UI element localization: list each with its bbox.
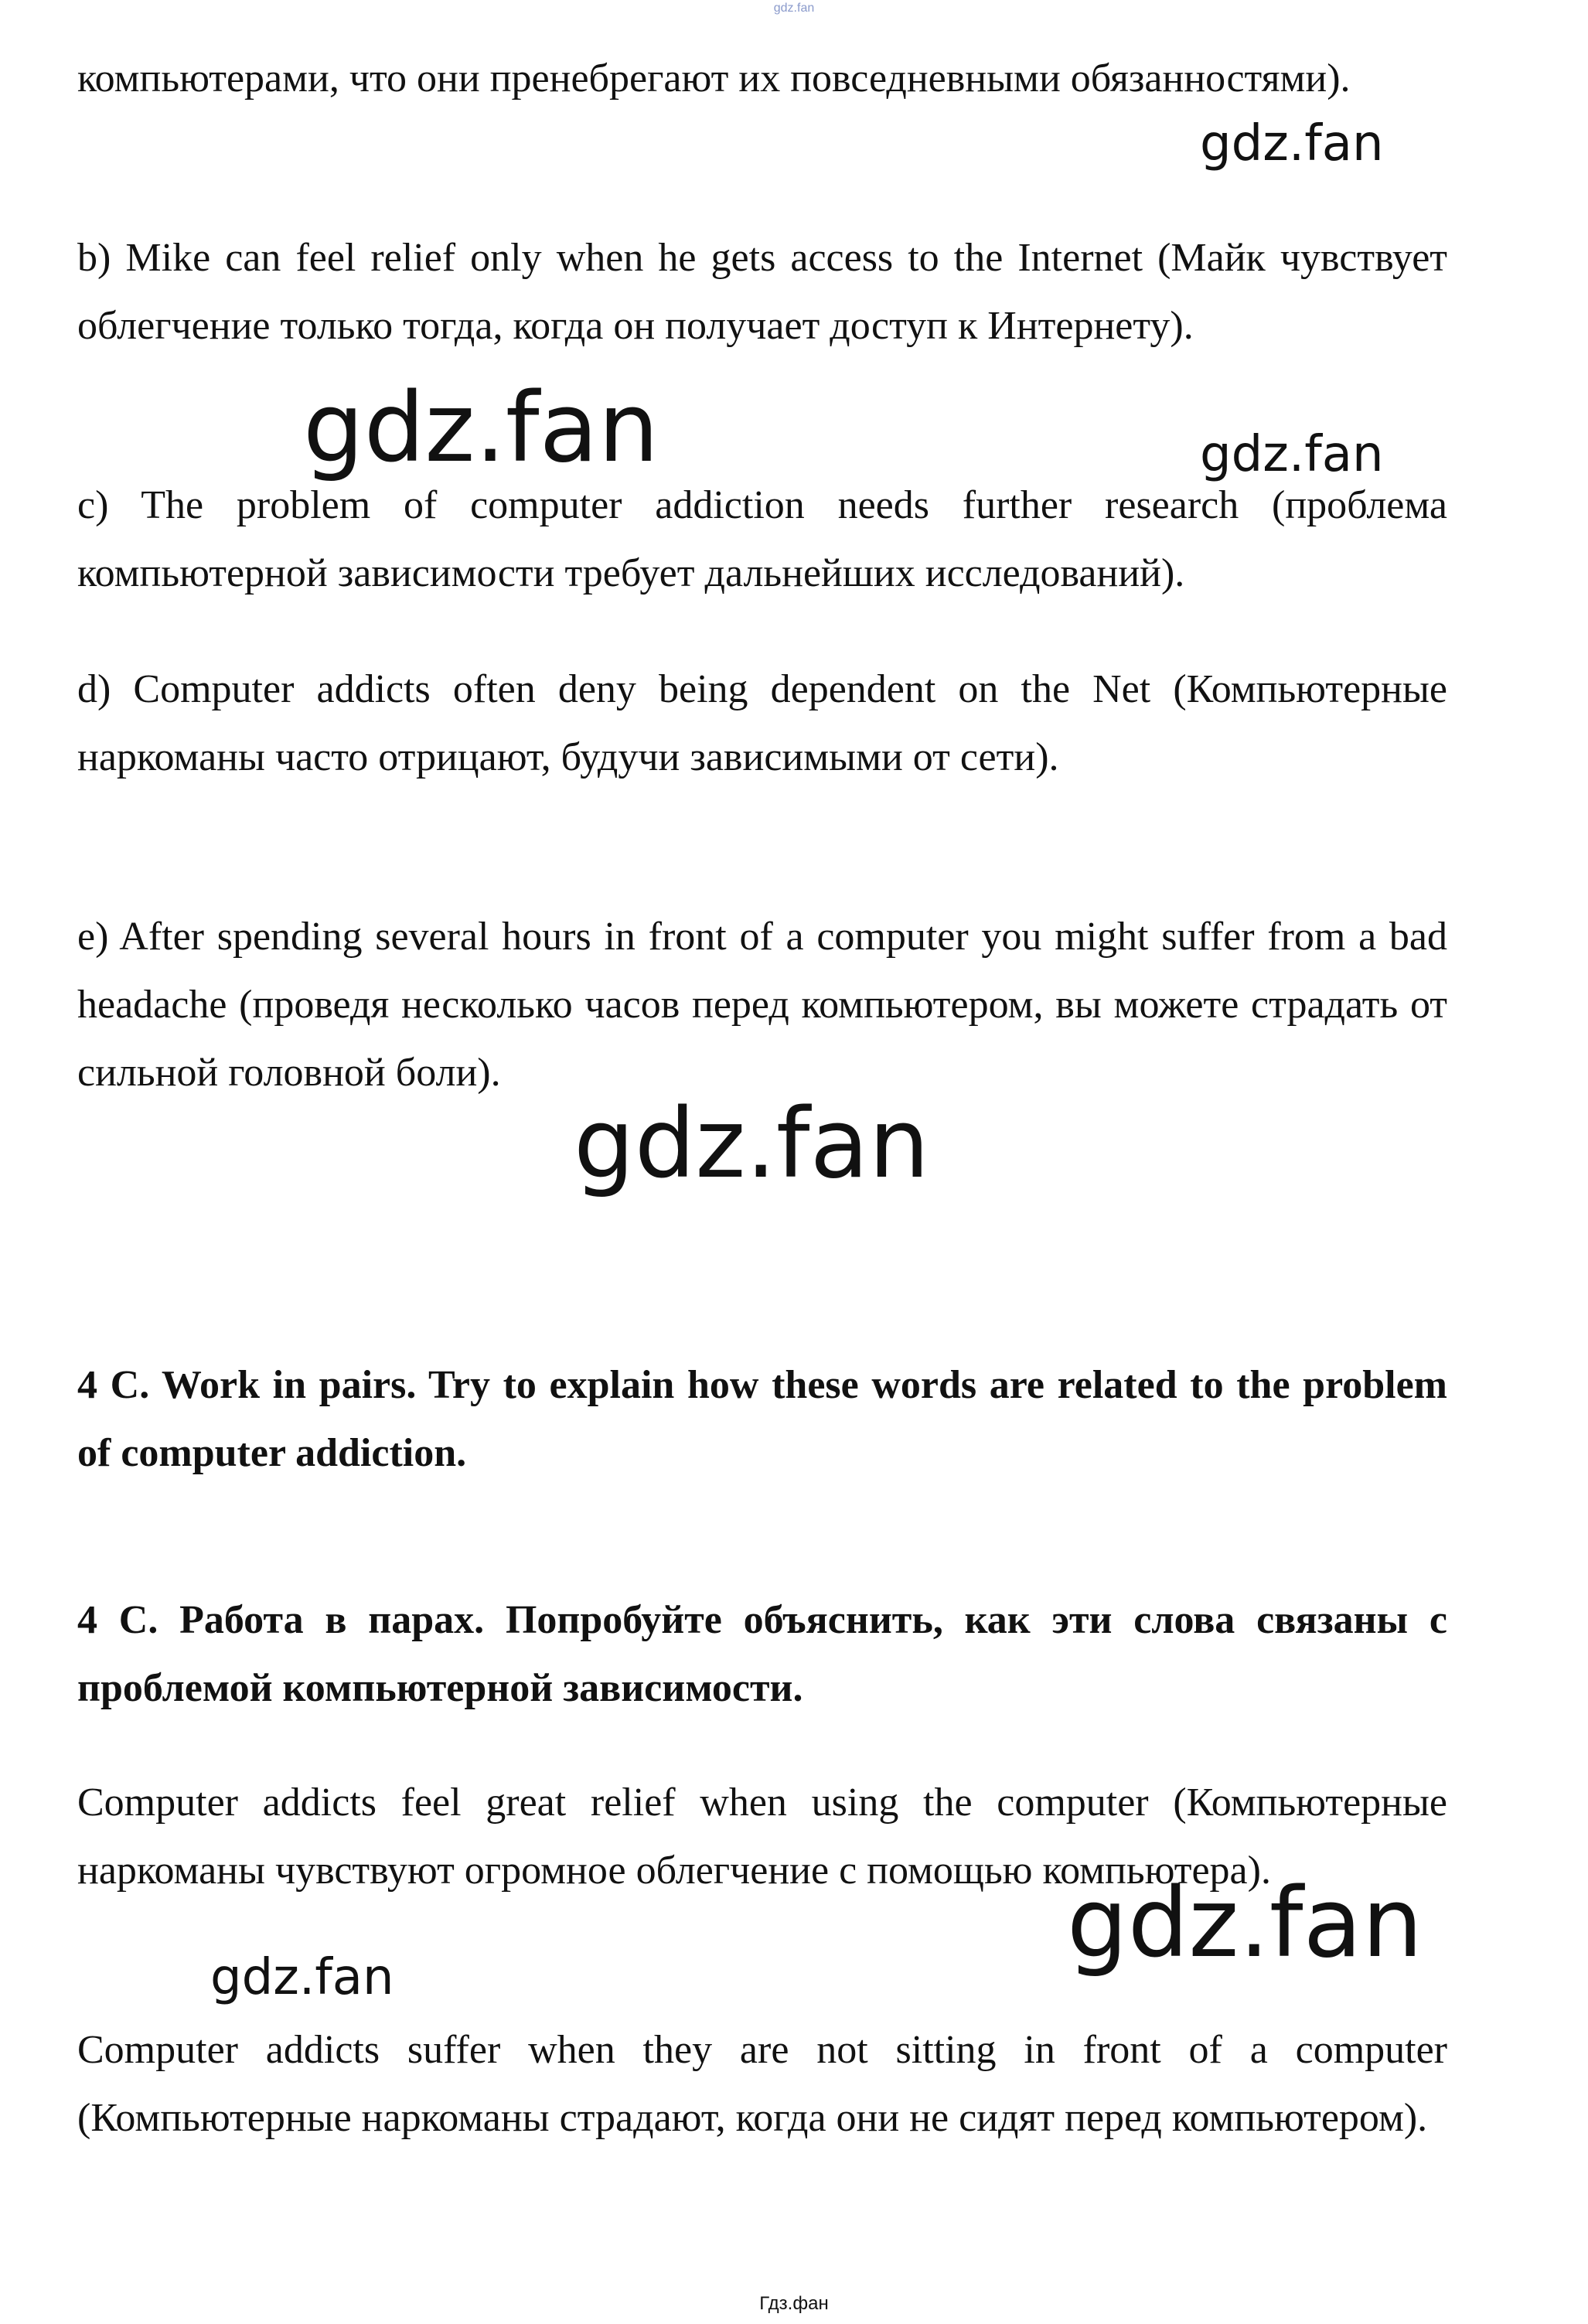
page-footer: Гдз.фан <box>759 2293 829 2314</box>
watermark-text: gdz.fan <box>1067 1868 1423 1979</box>
answer-paragraph-2: Computer addicts suffer when they are not sitting in front of a computer (Компьютерные наркоманы страдают, когда они не сидят перед компьютером). <box>77 2028 1447 2140</box>
paragraph-item-d: d) Computer addicts often deny being dependent on the Net (Компьютерные наркоманы часто отрицают, будучи зависимыми от сети). <box>77 667 1447 779</box>
watermark-text: gdz.fan <box>1200 115 1384 172</box>
paragraph-item-b: b) Mike can feel relief only when he gets access to the Internet (Майк чувствует облегчение только тогда, когда он получает доступ к Интернету). <box>77 236 1447 348</box>
top-watermark: gdz.fan <box>773 2 815 15</box>
watermark-text: gdz.fan <box>210 1949 394 2006</box>
watermark-text: gdz.fan <box>1200 426 1384 483</box>
answer-paragraph-1: Computer addicts feel great relief when using the computer (Компьютерные наркоманы чувствуют огромное облегчение с помощью компьютера). <box>77 1780 1447 1893</box>
paragraph-continuation: компьютерами, что они пренебрегают их повседневными обязанностями). <box>77 56 1351 101</box>
paragraph-item-e: e) After spending several hours in front of a computer you might suffer from a bad headache (проведя несколько часов перед компьютером, вы можете страдать от сильной головной боли). <box>77 915 1447 1095</box>
exercise-heading-english: 4 C. Work in pairs. Try to explain how these words are related to the problem of computer addiction. <box>77 1363 1447 1475</box>
watermark-text: gdz.fan <box>574 1089 930 1200</box>
watermark-text: gdz.fan <box>303 373 659 484</box>
paragraph-item-c: c) The problem of computer addiction needs further research (проблема компьютерной зависимости требует дальнейших исследований). <box>77 483 1447 595</box>
exercise-heading-russian: 4 C. Работа в парах. Попробуйте объяснить, как эти слова связаны с проблемой компьютерной зависимости. <box>77 1598 1447 1710</box>
